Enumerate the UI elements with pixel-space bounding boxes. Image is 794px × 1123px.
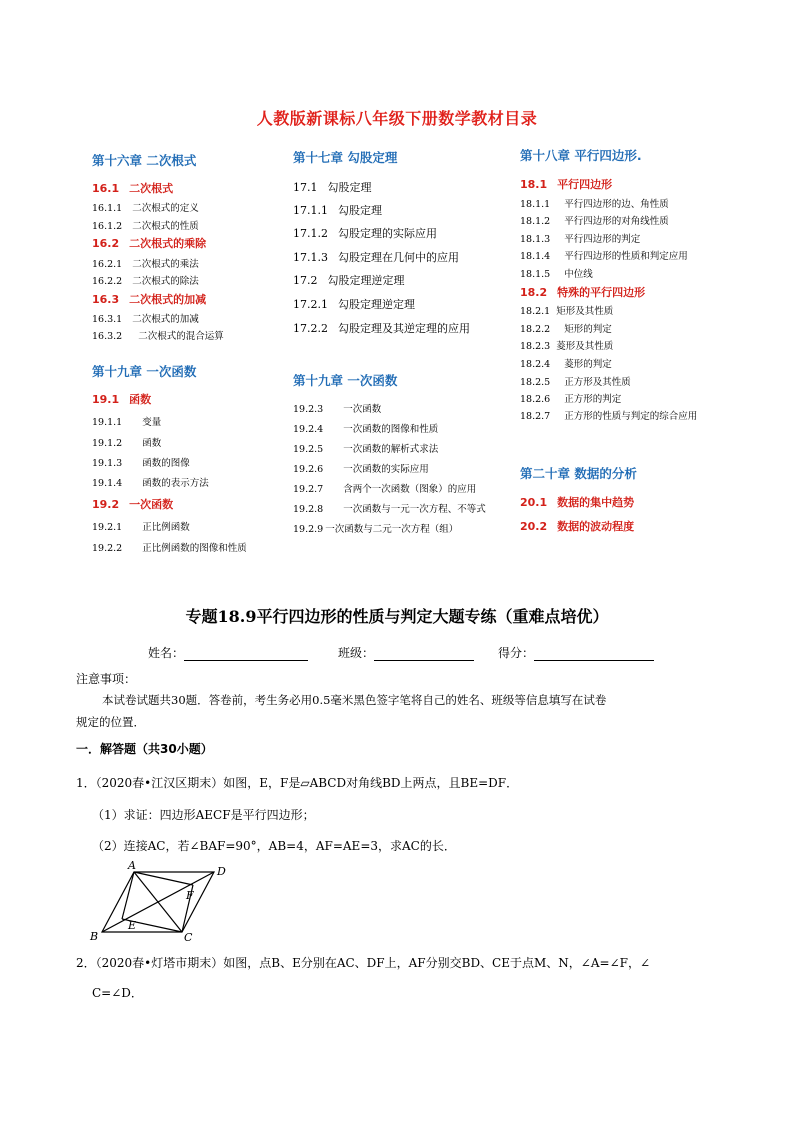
toc-subsection: 19.2.9 一次函数与二元一次方程（组） bbox=[293, 524, 459, 535]
toc-subsection: 16.3.2 二次根式的混合运算 bbox=[92, 331, 224, 342]
toc-section: 20.2 数据的波动程度 bbox=[520, 520, 635, 533]
question-2-line-1: 2．（2020春•灯塔市期末）如图，点B、E分别在AC、DF上，AF分别交BD、CE于点M、N，∠A=∠F，∠ bbox=[76, 956, 650, 970]
label-e: E bbox=[128, 919, 137, 932]
chapter-heading: 第十七章 勾股定理 bbox=[293, 150, 398, 165]
toc-subsection: 18.2.3 菱形及其性质 bbox=[520, 341, 614, 352]
toc-section: 19.1 函数 bbox=[92, 393, 152, 406]
chapter-heading: 第十八章 平行四边形. bbox=[520, 148, 642, 163]
chapter-heading: 第十六章 二次根式 bbox=[92, 153, 197, 168]
toc-subsection: 19.2.5 一次函数的解析式求法 bbox=[293, 444, 439, 455]
score-label: 得分： bbox=[498, 646, 535, 660]
toc-subsection: 18.1.1 平行四边形的边、角性质 bbox=[520, 199, 669, 210]
toc-subsection: 18.2.6 正方形的判定 bbox=[520, 394, 622, 405]
toc-section: 16.2 二次根式的乘除 bbox=[92, 237, 207, 250]
toc-section: 16.1 二次根式 bbox=[92, 182, 174, 195]
segment-ae bbox=[122, 872, 134, 919]
toc-subsection: 18.1.5 中位线 bbox=[520, 269, 593, 280]
toc-section: 16.3 二次根式的加减 bbox=[92, 293, 207, 306]
toc-subsection: 19.2.4 一次函数的图像和性质 bbox=[293, 424, 439, 435]
toc-subsection: 19.1.1 变量 bbox=[92, 417, 162, 428]
toc-section: 18.2 特殊的平行四边形 bbox=[520, 286, 646, 299]
label-f: F bbox=[186, 889, 194, 902]
toc-section: 17.1 勾股定理 bbox=[293, 181, 372, 194]
name-field[interactable] bbox=[148, 644, 308, 661]
toc-subsection: 16.2.2 二次根式的除法 bbox=[92, 276, 199, 287]
toc-subsection: 18.2.4 菱形的判定 bbox=[520, 359, 612, 370]
toc-subsection: 16.1.2 二次根式的性质 bbox=[92, 221, 199, 232]
class-blank[interactable] bbox=[374, 648, 474, 661]
question-1-part-2: （2）连接AC，若∠BAF=90°，AB=4，AF=AE=3，求AC的长． bbox=[92, 839, 456, 853]
chapter-heading: 第十九章 一次函数 bbox=[293, 373, 398, 388]
toc-section: 18.1 平行四边形 bbox=[520, 178, 613, 191]
toc-section: 19.2 一次函数 bbox=[92, 498, 174, 511]
toc-section: 20.1 数据的集中趋势 bbox=[520, 496, 635, 509]
toc-subsection: 17.2.2 勾股定理及其逆定理的应用 bbox=[293, 322, 470, 335]
toc-subsection: 18.2.1 矩形及其性质 bbox=[520, 306, 614, 317]
toc-subsection: 18.2.5 正方形及其性质 bbox=[520, 377, 631, 388]
toc-subsection: 18.1.2 平行四边形的对角线性质 bbox=[520, 216, 669, 227]
label-c: C bbox=[184, 931, 193, 942]
toc-subsection: 19.1.3 函数的图像 bbox=[92, 458, 190, 469]
toc-subsection: 17.2.1 勾股定理逆定理 bbox=[293, 298, 415, 311]
toc-subsection: 18.1.3 平行四边形的判定 bbox=[520, 234, 641, 245]
class-label: 班级： bbox=[338, 646, 375, 660]
label-d: D bbox=[217, 865, 226, 878]
toc-subsection: 17.1.3 勾股定理在几何中的应用 bbox=[293, 251, 459, 264]
notice-line: 本试卷试题共30题．答卷前，考生务必用0.5毫米黑色签字笔将自己的姓名、班级等信息填写在试卷 bbox=[102, 693, 607, 707]
parallelogram-figure bbox=[86, 860, 236, 942]
question-1-part-1: （1）求证：四边形AECF是平行四边形； bbox=[92, 808, 315, 822]
toc-subsection: 16.3.1 二次根式的加减 bbox=[92, 314, 199, 325]
label-b: B bbox=[90, 930, 99, 942]
notice-line: 规定的位置． bbox=[76, 715, 145, 729]
question-1-stem: 1．（2020春•江汉区期末）如图，E，F是▱ABCD对角线BD上两点，且BE=DF． bbox=[76, 776, 519, 790]
toc-section: 17.2 勾股定理逆定理 bbox=[293, 274, 405, 287]
toc-subsection: 17.1.1 勾股定理 bbox=[293, 204, 382, 217]
score-field[interactable] bbox=[498, 644, 654, 661]
label-a: A bbox=[128, 860, 136, 872]
notice-heading: 注意事项： bbox=[76, 672, 137, 686]
document-title: 人教版新课标八年级下册数学教材目录 bbox=[256, 109, 538, 128]
toc-subsection: 19.2.1 正比例函数 bbox=[92, 522, 190, 533]
chapter-heading: 第二十章 数据的分析 bbox=[520, 466, 637, 481]
toc-subsection: 17.1.2 勾股定理的实际应用 bbox=[293, 227, 437, 240]
chapter-heading: 第十九章 一次函数 bbox=[92, 364, 197, 379]
toc-subsection: 16.1.1 二次根式的定义 bbox=[92, 203, 199, 214]
toc-subsection: 19.1.2 函数 bbox=[92, 438, 162, 449]
toc-subsection: 18.1.4 平行四边形的性质和判定应用 bbox=[520, 251, 688, 262]
question-2-line-2: C=∠D． bbox=[92, 986, 143, 1000]
toc-subsection: 19.1.4 函数的表示方法 bbox=[92, 478, 209, 489]
toc-subsection: 18.2.7 正方形的性质与判定的综合应用 bbox=[520, 411, 698, 422]
toc-subsection: 18.2.2 矩形的判定 bbox=[520, 324, 612, 335]
toc-subsection: 19.2.6 一次函数的实际应用 bbox=[293, 464, 429, 475]
toc-subsection: 19.2.7 含两个一次函数（图象）的应用 bbox=[293, 484, 477, 495]
toc-subsection: 19.2.8 一次函数与一元一次方程、不等式 bbox=[293, 504, 486, 515]
score-blank[interactable] bbox=[534, 648, 654, 661]
toc-subsection: 16.2.1 二次根式的乘法 bbox=[92, 259, 199, 270]
section-title: 专题18.9平行四边形的性质与判定大题专练（重难点培优） bbox=[185, 607, 609, 626]
part-heading: 一．解答题（共30小题） bbox=[76, 742, 213, 756]
toc-subsection: 19.2.3 一次函数 bbox=[293, 404, 382, 415]
name-label: 姓名： bbox=[148, 646, 185, 660]
name-blank[interactable] bbox=[184, 648, 308, 661]
class-field[interactable] bbox=[338, 644, 474, 661]
toc-subsection: 19.2.2 正比例函数的图像和性质 bbox=[92, 543, 247, 554]
